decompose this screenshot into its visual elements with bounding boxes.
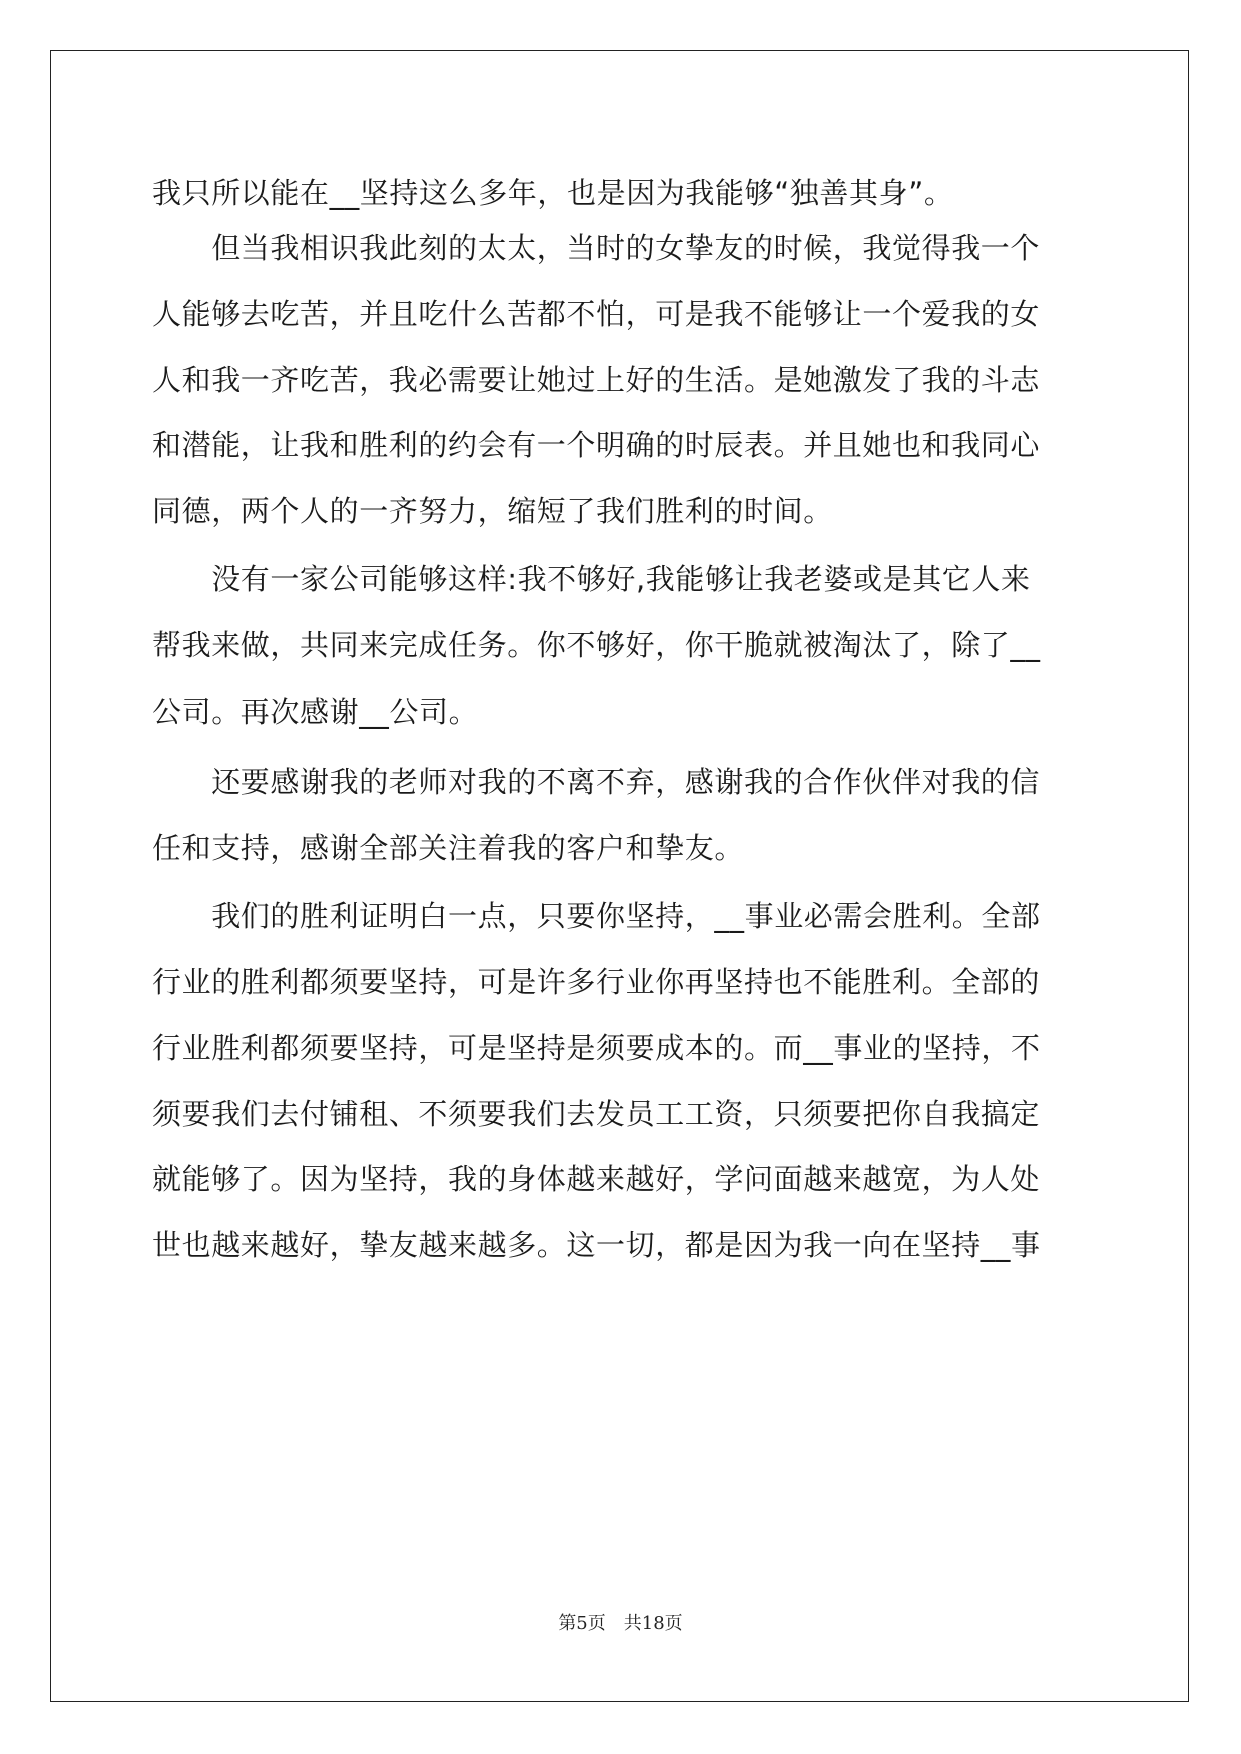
text-line: 人能够去吃苦，并且吃什么苦都不怕，可是我不能够让一个爱我的女 — [152, 297, 1041, 331]
text-line: 行业的胜利都须要坚持，可是许多行业你再坚持也不能胜利。全部的 — [152, 965, 1041, 999]
text-line: 人和我一齐吃苦，我必需要让她过上好的生活。是她激发了我的斗志 — [152, 363, 1041, 397]
text-line: 没有一家公司能够这样:我不够好,我能够让我老婆或是其它人来 — [152, 562, 1031, 596]
text-line: 任和支持，感谢全部关注着我的客户和挚友。 — [152, 831, 745, 865]
page-number: 第5页 共18页 — [558, 1613, 683, 1634]
text-line: 须要我们去付铺租、不须要我们去发员工工资，只须要把你自我搞定 — [152, 1097, 1041, 1131]
text-line: 世也越来越好，挚友越来越多。这一切，都是因为我一向在坚持__事 — [152, 1228, 1041, 1262]
text-line: 但当我相识我此刻的太太，当时的女挚友的时候，我觉得我一个 — [152, 231, 1041, 265]
text-line: 同德，两个人的一齐努力，缩短了我们胜利的时间。 — [152, 494, 833, 528]
text-line: 还要感谢我的老师对我的不离不弃，感谢我的合作伙伴对我的信 — [152, 765, 1041, 799]
text-line: 就能够了。因为坚持，我的身体越来越好，学问面越来越宽，为人处 — [152, 1162, 1041, 1196]
text-line: 公司。再次感谢__公司。 — [152, 695, 479, 729]
text-line: 帮我来做，共同来完成任务。你不够好，你干脆就被淘汰了，除了__ — [152, 628, 1041, 662]
text-line: 我只所以能在__坚持这么多年，也是因为我能够“独善其身”。 — [152, 176, 954, 210]
text-line: 和潜能，让我和胜利的约会有一个明确的时辰表。并且她也和我同心 — [152, 428, 1041, 462]
text-line: 我们的胜利证明白一点，只要你坚持，__事业必需会胜利。全部 — [152, 899, 1041, 933]
text-line: 行业胜利都须要坚持，可是坚持是须要成本的。而__事业的坚持，不 — [152, 1031, 1041, 1065]
